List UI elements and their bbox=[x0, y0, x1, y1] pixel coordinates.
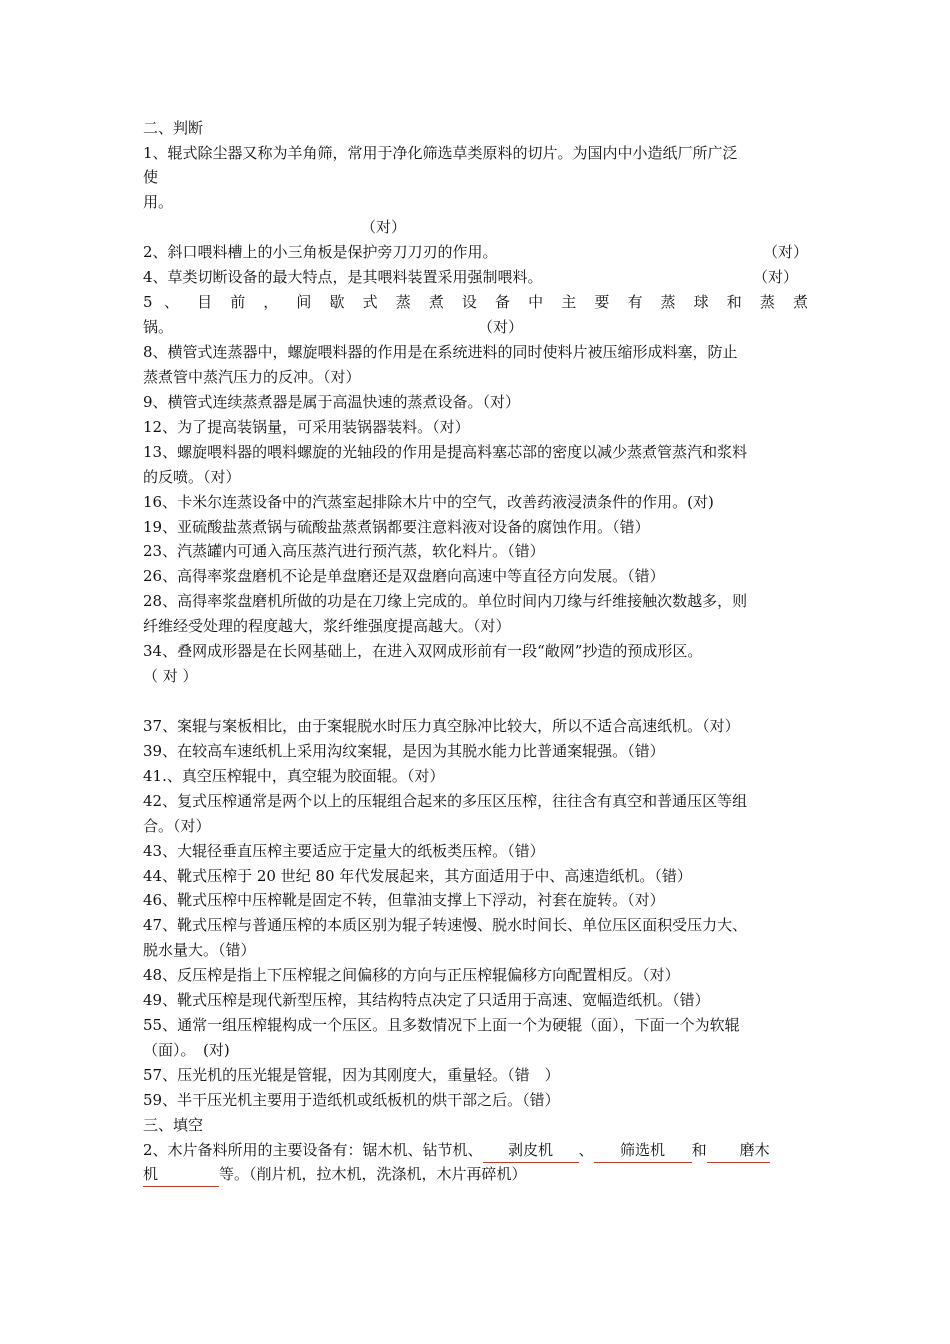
text-line: 9、横管式连续蒸煮器是属于高温快速的蒸煮设备。（对） bbox=[143, 393, 521, 411]
fill-separator: 、 bbox=[578, 1141, 594, 1159]
text-line: 49、靴式压榨是现代新型压榨，其结构特点决定了只适用于高速、宽幅造纸机。（错） bbox=[143, 991, 710, 1009]
text-line: 57、压光机的压光辊是管辊，因为其刚度大，重量轻。（错 ） bbox=[143, 1066, 560, 1084]
text-line: 41.、真空压榨辊中，真空辊为胶面辊。（对） bbox=[143, 767, 445, 785]
text-line: 47、靴式压榨与普通压榨的本质区别为辊子转速慢、脱水时间长、单位压区面积受压力大、 bbox=[143, 916, 748, 934]
text-line: 37、案辊与案板相比，由于案辊脱水时压力真空脉冲比较大，所以不适合高速纸机。（对） bbox=[143, 717, 740, 735]
fill-blank-answer: 机 bbox=[143, 1162, 219, 1187]
text-line: 16、卡米尔连蒸设备中的汽蒸室起排除木片中的空气，改善药液浸渍条件的作用。(对) bbox=[143, 493, 714, 511]
section-heading-judge: 二、判断 bbox=[143, 119, 204, 137]
fill-blank-answer: 筛选机 bbox=[594, 1138, 692, 1163]
text-line: 59、半干压光机主要用于造纸机或纸板机的烘干部之后。（错） bbox=[143, 1091, 560, 1109]
fill-question-prefix: 2、木片备料所用的主要设备有：锯木机、钻节机、 bbox=[143, 1141, 483, 1159]
text-line: 纤维经受处理的程度越大，浆纤维强度提高越大。（对） bbox=[143, 617, 511, 635]
text-line: 48、反压榨是指上下压榨辊之间偏移的方向与正压榨辊偏移方向配置相反。（对） bbox=[143, 966, 680, 984]
section-heading-fill: 三、填空 bbox=[143, 1116, 204, 1134]
text-line: 55、通常一组压榨辊构成一个压区。且多数情况下上面一个为硬辊（面），下面一个为软辊 bbox=[143, 1016, 740, 1034]
answer-mark: （对） bbox=[753, 268, 799, 286]
fill-blank-answer: 剥皮机 bbox=[483, 1138, 579, 1163]
text-line: 4、草类切断设备的最大特点，是其喂料装置采用强制喂料。 bbox=[143, 268, 543, 286]
text-line: 26、高得率浆盘磨机不论是单盘磨还是双盘磨向高速中等直径方向发展。（错） bbox=[143, 567, 665, 585]
text-line: 使 bbox=[143, 168, 159, 186]
text-line: 8、横管式连蒸器中，螺旋喂料器的作用是在系统进料的同时使料片被压缩形成料塞，防止 bbox=[143, 343, 738, 361]
text-line: 用。 bbox=[143, 193, 174, 211]
text-line: 43、大辊径垂直压榨主要适应于定量大的纸板类压榨。（错） bbox=[143, 842, 545, 860]
text-line: 39、在较高车速纸机上采用沟纹案辊，是因为其脱水能力比普通案辊强。（错） bbox=[143, 742, 665, 760]
text-line: 1、辊式除尘器又称为羊角筛，常用于净化筛选草类原料的切片。为国内中小造纸厂所广泛 bbox=[143, 144, 738, 162]
text-line: 2、斜口喂料槽上的小三角板是保护旁刀刀刃的作用。 bbox=[143, 243, 498, 261]
text-line: 5 、 目 前 ， 间 歇 式 蒸 煮 设 备 中 主 要 有 蒸 球 和 蒸 煮 bbox=[143, 293, 808, 311]
fill-question-suffix: 等。（削片机，拉木机，洗涤机，木片再碎机） bbox=[219, 1165, 527, 1183]
text-line: 28、高得率浆盘磨机所做的功是在刀缘上完成的。单位时间内刀缘与纤维接触次数越多，则 bbox=[143, 592, 748, 610]
text-line: 13、螺旋喂料器的喂料螺旋的光轴段的作用是提高料塞芯部的密度以减少蒸煮管蒸汽和浆料 bbox=[143, 443, 748, 461]
text-line: （面）。 (对) bbox=[143, 1041, 230, 1059]
fill-question-line bbox=[143, 1138, 808, 1163]
text-line: 锅。 bbox=[143, 318, 174, 336]
text-line: 44、靴式压榨于 20 世纪 80 年代发展起来，其方面适用于中、高速造纸机。（错） bbox=[143, 867, 692, 885]
fill-blank-answer: 磨木 bbox=[707, 1138, 770, 1163]
text-line: 19、亚硫酸盐蒸煮锅与硫酸盐蒸煮锅都要注意料液对设备的腐蚀作用。（错） bbox=[143, 518, 650, 536]
answer-mark: （对） bbox=[478, 318, 524, 336]
text-line: 42、复式压榨通常是两个以上的压辊组合起来的多压区压榨，往往含有真空和普通压区等组 bbox=[143, 792, 748, 810]
text-line: 的反喷。（对） bbox=[143, 468, 241, 486]
text-line: 12、为了提高装锅量，可采用装锅器装料。（对） bbox=[143, 418, 470, 436]
fill-question-line bbox=[143, 1162, 808, 1187]
text-line: 蒸煮管中蒸汽压力的反冲。（对） bbox=[143, 368, 361, 386]
answer-mark: （对） bbox=[762, 243, 808, 261]
fill-separator: 和 bbox=[691, 1141, 707, 1159]
text-line: （ 对 ） bbox=[143, 667, 198, 685]
text-line: 34、叠网成形器是在长网基础上，在进入双网成形前有一段“敞网”抄造的预成形区。 bbox=[143, 642, 703, 660]
text-line: 合。（对） bbox=[143, 817, 211, 835]
answer-mark: （对） bbox=[361, 218, 407, 236]
text-line: 23、汽蒸罐内可通入高压蒸汽进行预汽蒸，软化料片。（错） bbox=[143, 542, 545, 560]
text-line: 46、靴式压榨中压榨靴是固定不转，但靠油支撑上下浮动，衬套在旋转。（对） bbox=[143, 891, 665, 909]
text-line: 脱水量大。（错） bbox=[143, 941, 256, 959]
